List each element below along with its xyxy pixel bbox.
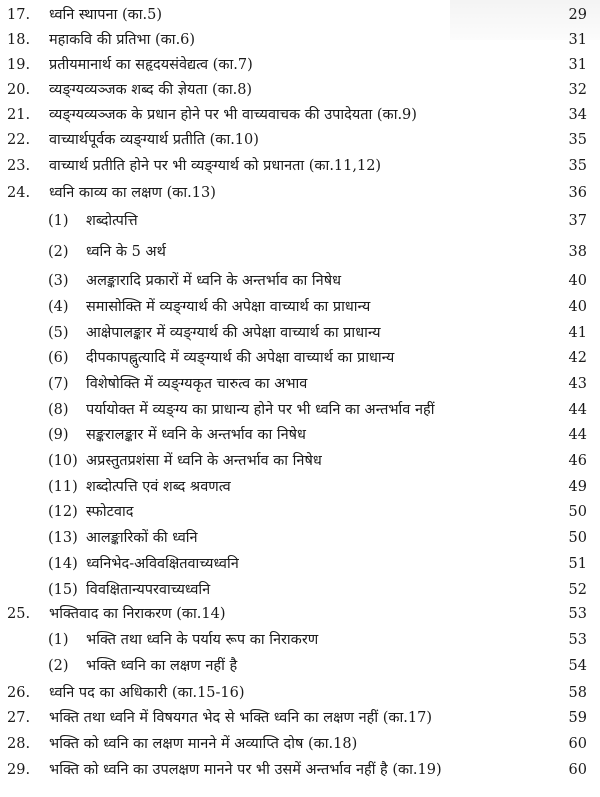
toc-entry-page-number: 32 [568,82,587,98]
toc-entry-page-number: 29 [568,7,587,23]
toc-entry-title: वाच्यार्थ प्रतीति होने पर भी व्यङ्ग्यार्थ को प्रधानता (का.11,12) [49,158,382,174]
toc-entry-title: पर्यायोक्त में व्यङ्ग्य का प्राधान्य होने पर भी ध्वनि का अन्तर्भाव नहीं [86,402,435,418]
toc-entry-page-number: 35 [568,158,587,174]
toc-subentry-number: (1) [48,213,69,229]
toc-entry-page-number: 60 [568,736,587,752]
toc-entry-number: 25. [7,606,31,622]
toc-entry-number: 22. [7,132,31,148]
toc-entry-number: 21. [7,107,31,123]
toc-entry [0,127,600,153]
toc-entry-title: वाच्यार्थपूर्वक व्यङ्ग्यार्थ प्रतीति (का.10) [49,132,259,148]
toc-entry [0,102,600,128]
toc-entry-page-number: 43 [568,376,587,392]
toc-entry-title: व्यङ्ग्यव्यञ्जक के प्रधान होने पर भी वाच्यवाचक की उपादेयता (का.9) [49,107,417,123]
toc-subentry-number: (1) [48,632,69,648]
toc-entry-number: 19. [7,57,31,73]
toc-subentry [0,320,600,346]
toc-entry-title: अलङ्कारादि प्रकारों में ध्वनि के अन्तर्भाव का निषेध [86,273,342,289]
toc-subentry [0,577,600,603]
toc-subentry [0,345,600,371]
toc-entry-number: 24. [7,185,31,201]
toc-entry-title: महाकवि की प्रतिभा (का.6) [49,32,196,48]
toc-entry-page-number: 49 [568,479,587,495]
toc-entry-title: ध्वनि स्थापना (का.5) [49,7,162,23]
toc-subentry-number: (3) [48,273,69,289]
toc-entry-number: 23. [7,158,31,174]
toc-entry-number: 18. [7,32,31,48]
toc-subentry [0,525,600,551]
toc-subentry-number: (2) [48,244,69,260]
toc-entry-page-number: 40 [568,273,587,289]
toc-entry [0,2,600,28]
toc-subentry [0,551,600,577]
toc-entry-page-number: 35 [568,132,587,148]
toc-entry-number: 27. [7,710,31,726]
toc-entry-page-number: 50 [568,530,587,546]
toc-subentry [0,627,600,653]
toc-subentry-number: (2) [48,658,69,674]
toc-entry-title: आक्षेपालङ्कार में व्यङ्ग्यार्थ की अपेक्षा वाच्यार्थ का प्राधान्य [86,325,381,341]
toc-entry [0,27,600,53]
toc-entry-number: 28. [7,736,31,752]
toc-subentry [0,422,600,448]
toc-entry-title: शब्दोत्पत्ति एवं शब्द श्रवणत्व [86,479,231,495]
toc-entry-title: ध्वनि पद का अधिकारी (का.15-16) [49,685,245,701]
toc-entry-page-number: 60 [568,762,587,778]
toc-subentry-number: (9) [48,427,69,443]
toc-entry [0,153,600,179]
toc-subentry [0,371,600,397]
toc-entry-page-number: 58 [568,685,587,701]
toc-entry-page-number: 37 [568,213,587,229]
toc-entry [0,52,600,78]
toc-subentry [0,294,600,320]
toc-entry-title: भक्ति को ध्वनि का उपलक्षण मानने पर भी उसमें अन्तर्भाव नहीं है (का.19) [49,762,442,778]
toc-entry-number: 17. [7,7,31,23]
toc-entry [0,180,600,206]
toc-subentry-number: (8) [48,402,69,418]
toc-entry-page-number: 31 [568,32,587,48]
toc-entry-title: भक्ति तथा ध्वनि में विषयगत भेद से भक्ति ध्वनि का लक्षण नहीं (का.17) [49,710,432,726]
toc-entry-title: दीपकापह्नुत्यादि में व्यङ्ग्यार्थ की अपेक्षा वाच्यार्थ का प्राधान्य [86,350,395,366]
toc-subentry-number: (5) [48,325,69,341]
toc-entry-page-number: 40 [568,299,587,315]
toc-entry [0,680,600,706]
toc-entry-page-number: 59 [568,710,587,726]
toc-entry-page-number: 54 [568,658,587,674]
toc-entry-title: विशेषोक्ति में व्यङ्ग्यकृत चारुत्व का अभाव [86,376,308,392]
toc-subentry-number: (14) [48,556,78,572]
toc-subentry [0,239,600,265]
toc-entry-title: ध्वनि काव्य का लक्षण (का.13) [49,185,216,201]
toc-subentry [0,474,600,500]
toc-subentry-number: (13) [48,530,78,546]
toc-entry-title: भक्तिवाद का निराकरण (का.14) [49,606,226,622]
toc-entry-title: विवक्षितान्यपरवाच्यध्वनि [86,582,211,598]
toc-entry-page-number: 41 [568,325,587,341]
toc-entry [0,731,600,757]
toc-subentry [0,397,600,423]
toc-entry-page-number: 34 [568,107,587,123]
toc-entry [0,757,600,783]
toc-entry-page-number: 38 [568,244,587,260]
toc-subentry-number: (12) [48,504,78,520]
toc-entry-page-number: 51 [568,556,587,572]
toc-entry-title: भक्ति को ध्वनि का लक्षण मानने में अव्याप्ति दोष (का.18) [49,736,358,752]
toc-subentry-number: (7) [48,376,69,392]
toc-subentry-number: (10) [48,453,78,469]
toc-entry [0,77,600,103]
toc-entry-title: सङ्करालङ्कार में ध्वनि के अन्तर्भाव का निषेध [86,427,306,443]
toc-entry-title: ध्वनिभेद-अविवक्षितवाच्यध्वनि [86,556,239,572]
toc-entry-page-number: 44 [568,402,587,418]
toc-subentry [0,208,600,234]
toc-entry-title: शब्दोत्पत्ति [86,213,138,229]
toc-entry-page-number: 53 [568,606,587,622]
toc-entry-title: समासोक्ति में व्यङ्ग्यार्थ की अपेक्षा वाच्यार्थ का प्राधान्य [86,299,371,315]
toc-subentry [0,499,600,525]
toc-entry-title: ध्वनि के 5 अर्थ [86,244,166,260]
toc-entry-title: भक्ति तथा ध्वनि के पर्याय रूप का निराकरण [86,632,319,648]
toc-subentry-number: (6) [48,350,69,366]
toc-entry-title: आलङ्कारिकों की ध्वनि [86,530,198,546]
toc-subentry [0,653,600,679]
toc-subentry-number: (15) [48,582,78,598]
toc-subentry-number: (4) [48,299,69,315]
toc-entry-number: 20. [7,82,31,98]
toc-subentry-number: (11) [48,479,78,495]
toc-entry-page-number: 42 [568,350,587,366]
toc-entry-number: 29. [7,762,31,778]
toc-entry-title: व्यङ्ग्यव्यञ्जक शब्द की ज्ञेयता (का.8) [49,82,253,98]
toc-entry [0,601,600,627]
toc-entry-page-number: 53 [568,632,587,648]
toc-subentry [0,448,600,474]
toc-entry-page-number: 31 [568,57,587,73]
toc-entry-title: भक्ति ध्वनि का लक्षण नहीं है [86,658,238,674]
toc-entry-page-number: 44 [568,427,587,443]
toc-entry-page-number: 36 [568,185,587,201]
toc-entry [0,705,600,731]
toc-entry-title: अप्रस्तुतप्रशंसा में ध्वनि के अन्तर्भाव का निषेध [86,453,322,469]
toc-entry-page-number: 46 [568,453,587,469]
toc-subentry [0,268,600,294]
toc-entry-page-number: 52 [568,582,587,598]
toc-entry-number: 26. [7,685,31,701]
toc-entry-title: स्फोटवाद [86,504,134,520]
toc-entry-title: प्रतीयमानार्थ का सहृदयसंवेद्यत्व (का.7) [49,57,253,73]
toc-entry-page-number: 50 [568,504,587,520]
